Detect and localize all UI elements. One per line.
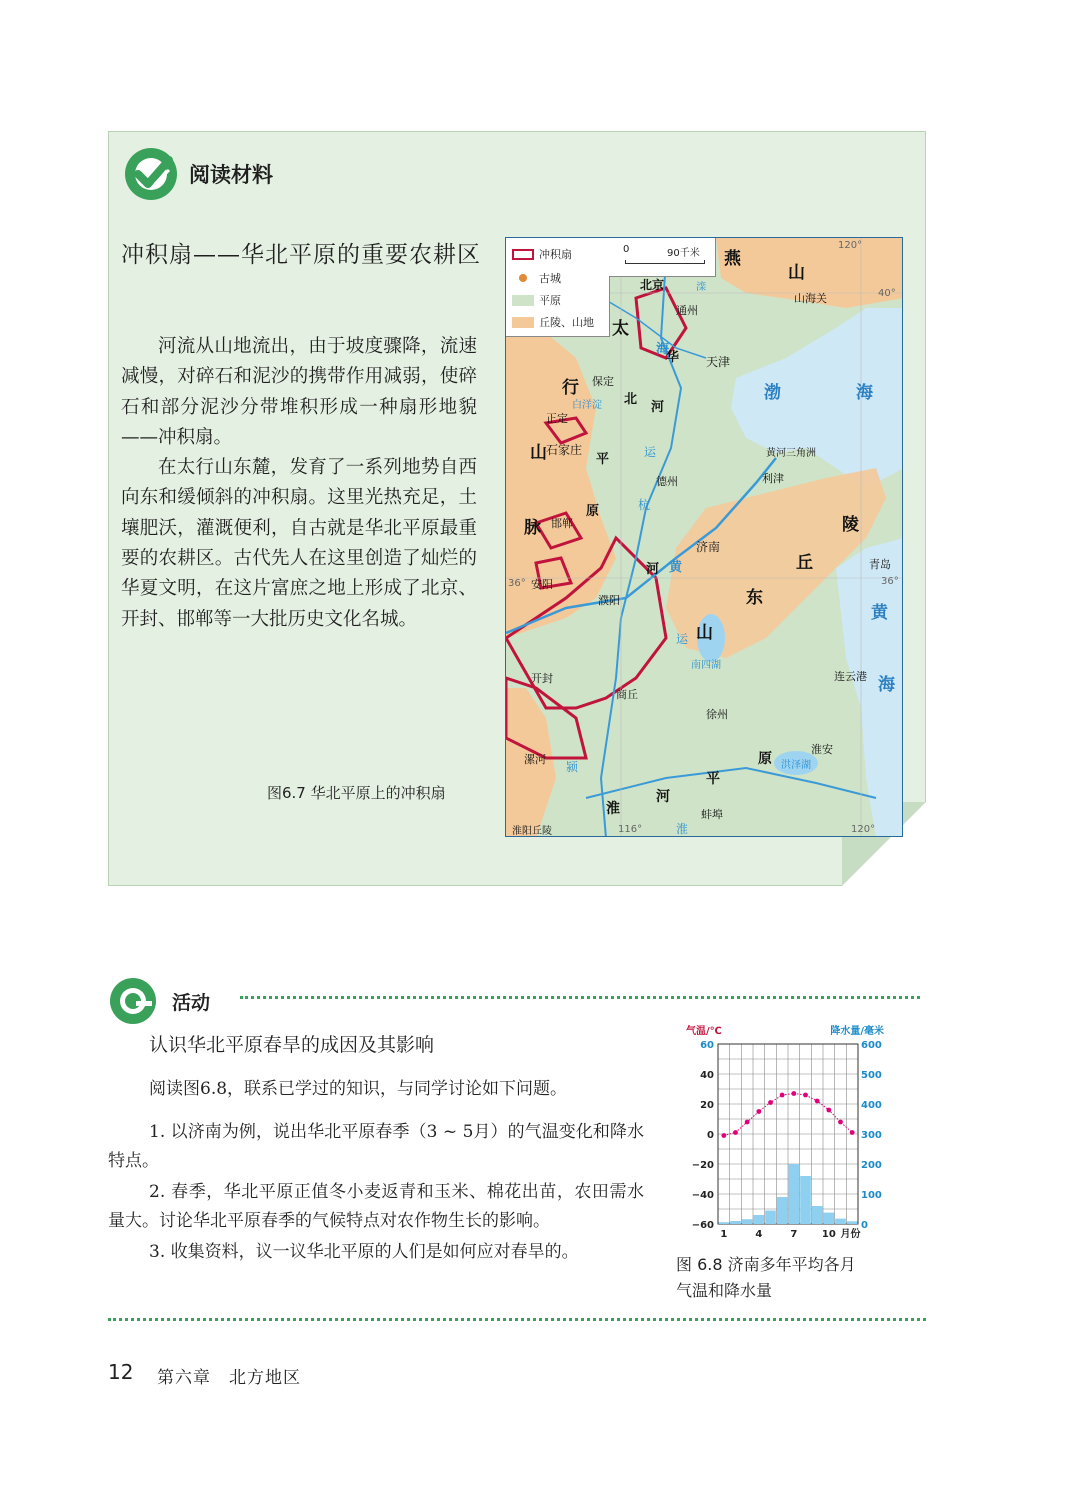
region-dong: 东 [746,588,763,608]
precip-bar-7 [789,1164,800,1224]
region-yuan-1: 原 [586,504,600,519]
region-mai: 脉 [524,518,541,538]
activity-label: 活动 [172,991,211,1014]
deg-36-left: 36° [508,578,526,589]
city-tongzhou: 通州 [676,304,698,317]
city-kaifeng: 开封 [531,672,553,685]
deg-120-top: 120° [838,240,863,251]
x-tick-label: 7 [790,1229,798,1240]
region-shandong-shan: 山 [696,623,713,643]
chart-caption [676,1252,896,1304]
city-luohe: 漯河 [524,753,546,766]
city-shangqiu: 商丘 [616,688,638,701]
right-axis-label: 降水量/毫米 [830,1026,884,1037]
activity-bottom-divider [108,1318,926,1321]
x-tick-label: 4 [755,1229,763,1240]
left-tick-label: 20 [700,1100,714,1111]
region-yuan-2: 原 [758,751,772,767]
activity-question-1: 1. 以济南为例，说出华北平原春季（3 ~ 5月）的气温变化和降水特点。 [108,1122,644,1171]
left-tick-label: 40 [700,1070,714,1081]
river-yunhe: 运 [676,632,689,646]
river-huai: 淮 [676,822,689,836]
precip-bar-5 [765,1211,776,1225]
region-hang: 行 [562,378,579,398]
temp-point-12 [850,1130,855,1135]
activity-questions [108,1118,644,1269]
city-jinan: 济南 [696,540,721,554]
precip-bar-1 [719,1222,730,1224]
river-yun: 运 [644,445,657,459]
legend-hills: 丘陵、山地 [512,314,594,330]
left-axis-label: 气温/℃ [686,1026,722,1037]
precip-bar-10 [824,1213,835,1224]
x-unit-label: 月份 [840,1229,861,1240]
city-xuzhou: 徐州 [706,708,728,721]
reading-label: 阅读材料 [189,163,273,187]
temp-point-6 [780,1093,785,1098]
chart-caption-line-1: 图 6.8 济南多年平均各月 [676,1255,856,1274]
left-tick-label: −20 [691,1160,714,1171]
river-ying: 颍 [566,760,579,774]
precip-bar-11 [835,1219,846,1224]
precip-bar-3 [742,1219,753,1224]
climate-chart [676,1022,886,1244]
region-yan-shan: 山 [788,263,805,283]
river-luan: 滦 [696,282,706,293]
precip-bar-8 [800,1176,811,1224]
region-ling: 陵 [842,515,859,535]
city-anyang: 安阳 [531,578,553,591]
precip-bar-2 [730,1221,741,1224]
left-tick-label: 0 [707,1130,714,1141]
river-hai-he: 河 [651,400,665,415]
region-tai: 太 [612,319,629,339]
city-bengbu: 蚌埠 [701,808,723,821]
legend-fan: 冲积扇 [512,246,572,262]
temp-point-11 [838,1120,843,1125]
city-lijin: 利津 [762,472,784,485]
activity-header [108,976,210,1026]
chart-caption-line-2: 气温和降水量 [676,1281,773,1300]
map-legend [506,238,610,337]
x-tick-label: 1 [720,1229,728,1240]
deg-120-bottom: 120° [851,824,876,835]
region-ping-2: 平 [706,771,720,787]
article-body [121,332,477,635]
right-tick-label: 0 [861,1220,868,1231]
city-huaian: 淮安 [811,743,833,756]
activity-title: 认识华北平原春旱的成因及其影响 [149,1034,435,1056]
bohai-sea-area [731,308,903,488]
temp-point-8 [803,1093,808,1098]
reading-check-icon [123,146,179,202]
city-shijiazhuang: 石家庄 [546,443,583,457]
page-number: 12 [108,1360,134,1384]
precip-bar-4 [754,1215,765,1224]
sea-huanghai-hai: 海 [878,675,895,695]
precip-bar-12 [847,1221,858,1224]
sea-bohai-hai: 海 [856,383,873,403]
deg-116: 116° [618,824,643,835]
lake-baiyang: 白洋淀 [572,400,602,411]
city-tianjin: 天津 [706,355,731,369]
temp-point-9 [815,1099,820,1104]
activity-ring-icon [108,976,158,1026]
alluvial-fan-map [505,237,903,837]
right-tick-label: 400 [861,1100,882,1111]
city-shanhaiguan: 山海关 [794,292,827,305]
city-lianyungang: 连云港 [834,670,867,683]
city-qingdao: 青岛 [869,558,891,571]
lake-hongze: 洪泽湖 [781,760,811,771]
region-qiu: 丘 [796,553,813,573]
city-zhengding: 正定 [546,412,568,425]
sea-huang: 黄 [871,603,888,623]
river-hang: 杭 [638,498,651,512]
article-title: 冲积扇——华北平原的重要农耕区 [121,242,481,268]
map-caption: 图6.7 华北平原上的冲积扇 [267,784,446,802]
activity-question-3: 3. 收集资料，议一议华北平原的人们是如何应对春旱的。 [149,1242,579,1262]
region-bei: 北 [624,392,638,407]
left-tick-label: 60 [700,1040,714,1051]
river-huang: 黄 [669,560,683,575]
city-puyang: 濮阳 [598,594,620,607]
region-huai: 淮 [606,801,620,817]
temp-point-4 [756,1109,761,1114]
temp-point-1 [721,1133,726,1138]
activity-top-divider [240,996,920,999]
region-huai-he: 河 [656,789,670,805]
region-taihang-shan: 山 [530,443,547,463]
temp-point-2 [733,1130,738,1135]
precip-bar-6 [777,1197,788,1224]
temp-point-7 [791,1091,796,1096]
region-yan: 燕 [724,249,741,269]
reading-header [123,146,273,202]
right-tick-label: 200 [861,1160,882,1171]
legend-plain: 平原 [512,292,561,308]
temp-point-10 [826,1108,831,1113]
region-hua: 华 [666,350,680,365]
region-yellow-delta: 黄河三角洲 [766,448,816,459]
sea-bo: 渤 [764,383,781,403]
city-beijing: 北京 [640,278,665,292]
huai-river-line [586,768,876,798]
right-tick-label: 500 [861,1070,882,1081]
left-tick-label: −40 [691,1190,714,1201]
legend-ancient-city: 古城 [512,270,561,286]
article-paragraph-1: 河流从山地流出，由于坡度骤降，流速减慢，对碎石和泥沙的携带作用减弱，使碎石和部分泥沙分带堆积形成一种扇形地貌——冲积扇。 [121,336,477,448]
article-paragraph-2: 在太行山东麓，发育了一系列地势自西向东和缓倾斜的冲积扇。这里光热充足，土壤肥沃，灌溉便利，自古就是华北平原最重要的农耕区。古代先人在这里创造了灿烂的华夏文明，在这片富庶之地上形成了北京、开封、邯郸等一大批历史文化名城。 [121,457,477,630]
right-tick-label: 600 [861,1040,882,1051]
deg-36-right: 36° [881,576,899,587]
city-baoding: 保定 [592,375,614,388]
activity-intro: 阅读图6.8，联系已学过的知识，与同学讨论如下问题。 [149,1079,568,1099]
deg-40: 40° [878,288,896,299]
activity-question-2: 2. 春季，华北平原正值冬小麦返青和玉米、棉花出苗，农田需水量大。讨论华北平原春季的气候特点对农作物生长的影响。 [108,1182,644,1231]
city-handan: 邯郸 [551,517,573,530]
region-ping-1: 平 [596,452,610,467]
lake-nansi: 南四湖 [691,660,721,671]
river-hai: 海 [656,342,670,357]
right-tick-label: 100 [861,1190,882,1201]
precip-bar-9 [812,1206,823,1224]
right-tick-label: 300 [861,1130,882,1141]
river-huang-he: 河 [646,562,660,577]
temp-point-5 [768,1100,773,1105]
x-tick-label: 10 [821,1229,836,1240]
region-huaiyang-hills: 淮阳丘陵 [512,826,552,837]
left-tick-label: −60 [691,1220,714,1231]
chapter-title: 第六章 北方地区 [157,1368,301,1388]
temp-point-3 [745,1120,750,1125]
map-scale: 0 90千米 [609,238,716,277]
city-dezhou: 德州 [656,475,678,488]
